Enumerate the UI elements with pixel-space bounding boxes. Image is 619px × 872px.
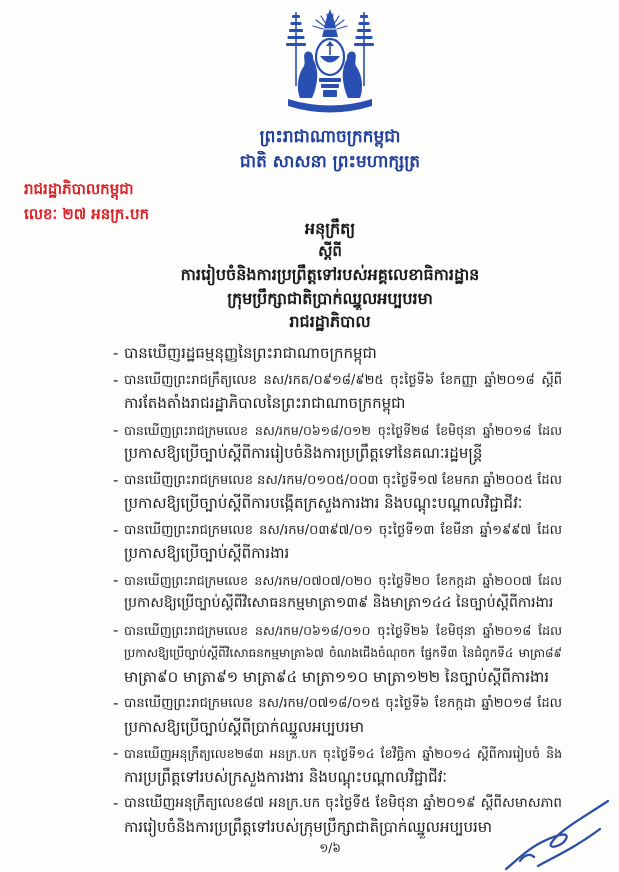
reference-line: បានឃើញអនុក្រឹត្យលេខ២៨៣ អនក្រ.បក ចុះថ្ងៃទី១៤ ខែវិច្ឆិកា ឆ្នាំ២០១៤ ស្តីពីការរៀបចំ និង [124, 746, 562, 761]
reference-line: បានឃើញព្រះរាជក្រមលេខ នស/រកម/០៣៩៧/០១ ចុះថ្ងៃទី១៣ ខែមីនា ឆ្នាំ១៩៩៧ ដែល [124, 522, 562, 538]
list-marker: - [113, 570, 119, 589]
document-number: លេខៈ ២៧ អនក្រ.បក [24, 205, 150, 223]
reference-item [113, 342, 565, 366]
reference-item [113, 742, 565, 789]
document-type: អនុក្រឹត្យ [304, 219, 356, 238]
reference-line: បានឃើញព្រះរាជក្រឹត្យលេខ នស/រកត/០៩១៨/៩២៥ ចុះថ្ងៃទី៦ ខែកញ្ញា ឆ្នាំ២០១៨ ស្តីពី [124, 372, 562, 388]
handwritten-signature [500, 795, 615, 872]
issuer-name: រាជរដ្ឋាភិបាលកម្ពុជា [24, 180, 134, 198]
reference-line: បានឃើញព្រះរាជក្រមលេខ នស/រកម/០១០៥/០០៣ ចុះថ្ងៃទី១៧ ខែមករា ឆ្នាំ២០០៥ ដែល [124, 472, 562, 488]
royal-coat-of-arms-icon [282, 6, 378, 120]
reference-line: ប្រកាសឱ្យប្រើច្បាប់ស្តីពីការងារ [124, 544, 290, 562]
reference-item [113, 519, 565, 566]
reference-line: បានឃើញព្រះរាជក្រមលេខ នស/រកម/០៧០៧/០២០ ចុះថ្ងៃទី២០ ខែកក្កដា ឆ្នាំ២០០៧ ដែល [124, 572, 562, 588]
reference-line: ប្រកាសឱ្យប្រើច្បាប់ស្តីពីការរៀបចំនិងការប្រព្រឹត្តទៅនៃគណៈរដ្ឋមន្ត្រី [124, 444, 483, 462]
reference-line: ការរៀបចំនិងការប្រព្រឹត្តទៅរបស់ក្រុមប្រឹក្សាជាតិប្រាក់ឈ្នួលអប្បបរមា [124, 817, 493, 836]
list-marker: - [113, 744, 119, 762]
reference-item [113, 619, 565, 690]
document-about: ស្តីពី [318, 242, 342, 260]
reference-line: ការប្រព្រឹត្តទៅរបស់ក្រសួងការងារ និងបណ្តុះបណ្តាលវិជ្ជាជីវៈ [124, 767, 448, 786]
national-motto: ជាតិ សាសនា ព្រះមហាក្សត្រ [239, 152, 421, 172]
document-subject-line: ការរៀបចំនិងការប្រព្រឹត្តទៅរបស់អគ្គលេខាធិការដ្ឋាន [180, 265, 480, 284]
reference-line: ប្រកាសឱ្យប្រើច្បាប់ស្តីពីវិសោធនកម្មមាត្រា១៣៩ និងមាត្រា១៤៤ នៃច្បាប់ស្តីពីការងារ [124, 595, 554, 611]
list-marker: - [113, 420, 119, 439]
legal-references-list [113, 342, 565, 839]
reference-line: ប្រកាសឱ្យប្រើច្បាប់ស្តីពីវិសោធនកម្មមាត្រា៦៧ ចំណងជើងចំណុចក ផ្នែកទី៣ នៃជំពូកទី៤ មាត្រា៨៩ [124, 646, 562, 660]
reference-line: ការតែងតាំងរាជរដ្ឋាភិបាលនៃព្រះរាជាណាចក្រកម្ពុជា [124, 394, 406, 412]
reference-item [113, 469, 565, 516]
list-marker: - [113, 620, 119, 639]
list-marker: - [113, 370, 119, 389]
list-marker: - [113, 694, 119, 712]
reference-item [113, 569, 565, 616]
reference-item [113, 369, 565, 416]
reference-item [113, 419, 565, 466]
reference-line: បានឃើញព្រះរាជក្រមលេខ នស/រកម/០៦១៨/០១២ ចុះថ្ងៃទី២៨ ខែមិថុនា ឆ្នាំ២០១៨ ដែល [124, 422, 562, 438]
reference-item [113, 792, 565, 839]
reference-line: មាត្រា៩០ មាត្រា៩១ មាត្រា៩៤ មាត្រា១១០ មាត្រា១២២ នៃច្បាប់ស្តីពីការងារ [124, 667, 550, 686]
document-subject-line: ក្រុមប្រឹក្សាជាតិប្រាក់ឈ្នួលអប្បបរមា [227, 289, 433, 308]
issuing-authority: រាជរដ្ឋាភិបាល [289, 312, 371, 331]
reference-line: បានឃើញរដ្ឋធម្មនុញ្ញនៃព្រះរាជាណាចក្រកម្ពុជា [124, 344, 377, 362]
page-number: ១/៦ [319, 841, 341, 855]
reference-line: បានឃើញព្រះរាជក្រមលេខ នស/រកម/០៧១៨/០១៥ ចុះថ្ងៃទី៦ ខែកក្កដា ឆ្នាំ២០១៨ ដែល [124, 696, 562, 711]
list-marker: - [113, 520, 119, 539]
list-marker: - [113, 794, 119, 812]
reference-line: បានឃើញអនុក្រឹត្យលេខ៨៧ អនក្រ.បក ចុះថ្ងៃទី៥ ខែមិថុនា ឆ្នាំ២០១៩ ស្តីពីសមាសភាព [124, 795, 562, 811]
reference-line: បានឃើញព្រះរាជក្រមលេខ នស/រកម/០៦១៨/០១០ ចុះថ្ងៃទី២៦ ខែមិថុនា ឆ្នាំ២០១៨ ដែល [124, 622, 562, 638]
list-marker: - [113, 470, 119, 489]
reference-item [113, 692, 565, 739]
reference-line: ប្រកាសឱ្យប្រើច្បាប់ស្តីពីការបង្កើតក្រសួងការងារ និងបណ្តុះបណ្តាលវិជ្ជាជីវៈ [124, 494, 523, 512]
reference-line: ប្រកាសឱ្យប្រើច្បាប់ស្តីពីប្រាក់ឈ្នួលអប្បបរមា [124, 717, 365, 736]
list-marker: - [113, 344, 119, 362]
kingdom-name: ព្រះរាជាណាចក្រកម្ពុជា [259, 127, 401, 147]
